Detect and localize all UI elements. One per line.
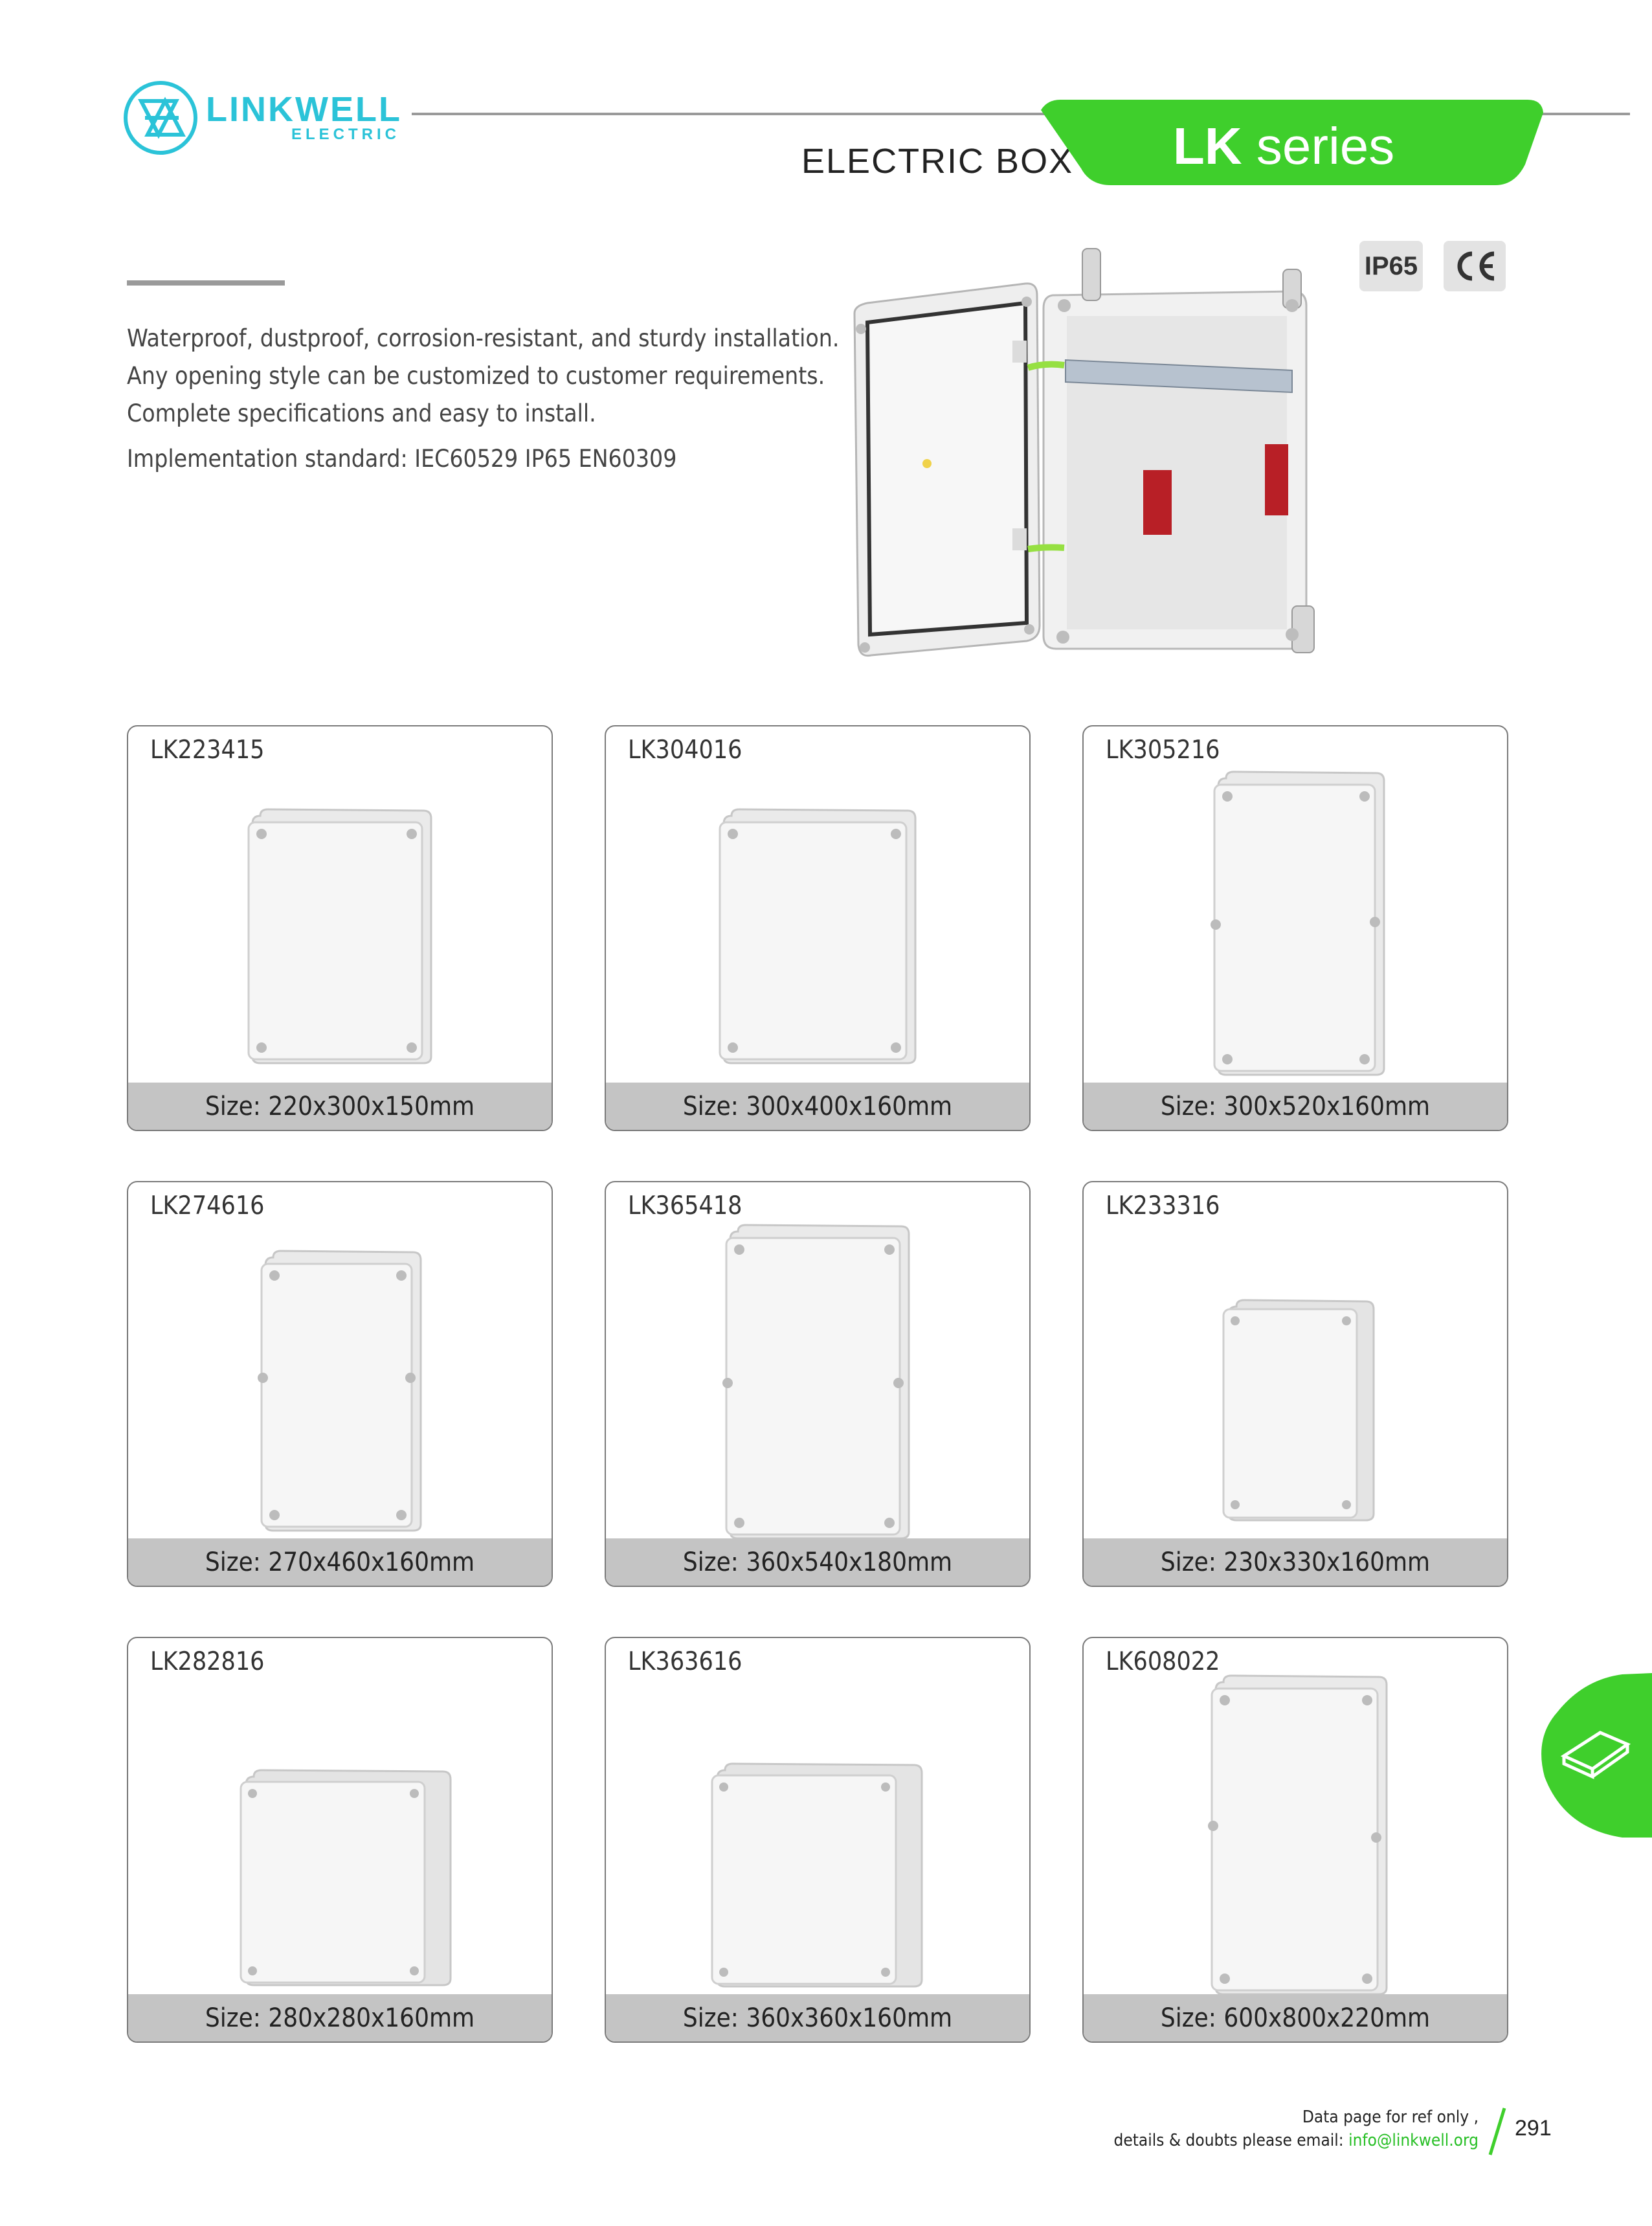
product-size: Size: 270x460x160mm (128, 1538, 552, 1586)
product-size: Size: 220x300x150mm (128, 1083, 552, 1130)
open-box-image (839, 243, 1315, 664)
brand-name: LINKWELL (206, 90, 402, 129)
product-code: LK365418 (628, 1191, 742, 1220)
product-size: Size: 300x520x160mm (1084, 1083, 1507, 1130)
product-card[interactable] (605, 1181, 1031, 1587)
standard-line: Implementation standard: IEC60529 IP65 EN60309 (127, 445, 677, 473)
intro-line: Waterproof, dustproof, corrosion-resistant, and sturdy installation. (127, 324, 840, 352)
product-card[interactable] (127, 1637, 553, 2043)
ip65-badge: IP65 (1359, 241, 1423, 291)
enclosure-image (720, 1222, 914, 1541)
footer-line: Data page for ref only , (1302, 2108, 1479, 2127)
product-card[interactable] (127, 1181, 553, 1587)
side-category-badge (1538, 1673, 1652, 1838)
enclosure-image (1218, 1298, 1379, 1523)
enclosure-image (242, 807, 436, 1066)
intro-text (127, 320, 839, 478)
ce-badge (1444, 241, 1506, 291)
product-card[interactable] (1082, 1181, 1508, 1587)
product-size: Size: 280x280x160mm (128, 1994, 552, 2041)
brand-sub: ELECTRIC (291, 126, 400, 143)
product-size: Size: 600x800x220mm (1084, 1994, 1507, 2041)
product-card[interactable] (605, 725, 1031, 1131)
product-code: LK282816 (150, 1647, 265, 1676)
product-size: Size: 360x540x180mm (606, 1538, 1029, 1586)
product-code: LK304016 (628, 736, 742, 765)
page-title: ELECTRIC BOX (801, 142, 1074, 181)
series-label: LK series (1173, 117, 1395, 175)
footer-note (1114, 2106, 1479, 2152)
intro-line: Complete specifications and easy to install. (127, 399, 596, 427)
product-size: Size: 230x330x160mm (1084, 1538, 1507, 1586)
product-code: LK608022 (1106, 1647, 1220, 1676)
enclosure-image (236, 1768, 456, 1988)
footer-slash-icon (1488, 2106, 1507, 2157)
product-size: Size: 360x360x160mm (606, 1994, 1029, 2041)
enclosure-image (1208, 769, 1389, 1077)
product-card[interactable] (127, 725, 553, 1131)
enclosure-image (255, 1248, 426, 1533)
enclosure-image (707, 1761, 927, 1989)
product-size: Size: 300x400x160mm (606, 1083, 1029, 1130)
product-card[interactable] (605, 1637, 1031, 2043)
product-code: LK274616 (150, 1191, 265, 1220)
ce-mark-icon (1451, 250, 1498, 282)
product-code: LK233316 (1106, 1191, 1220, 1220)
product-card[interactable] (1082, 1637, 1508, 2043)
brand-logo (122, 79, 402, 157)
enclosure-image (1205, 1673, 1392, 1997)
intro-divider (127, 280, 285, 286)
email-link[interactable]: info@linkwell.org (1348, 2131, 1479, 2150)
product-code: LK305216 (1106, 736, 1220, 765)
enclosure-image (713, 807, 921, 1066)
page-number: 291 (1515, 2116, 1552, 2141)
linkwell-logo-icon (122, 79, 199, 157)
product-card[interactable] (1082, 725, 1508, 1131)
product-code: LK223415 (150, 736, 265, 765)
intro-line: Any opening style can be customized to customer requirements. (127, 362, 825, 390)
product-code: LK363616 (628, 1647, 742, 1676)
footer-line: details & doubts please email: info@linkwell.org (1113, 2131, 1479, 2150)
